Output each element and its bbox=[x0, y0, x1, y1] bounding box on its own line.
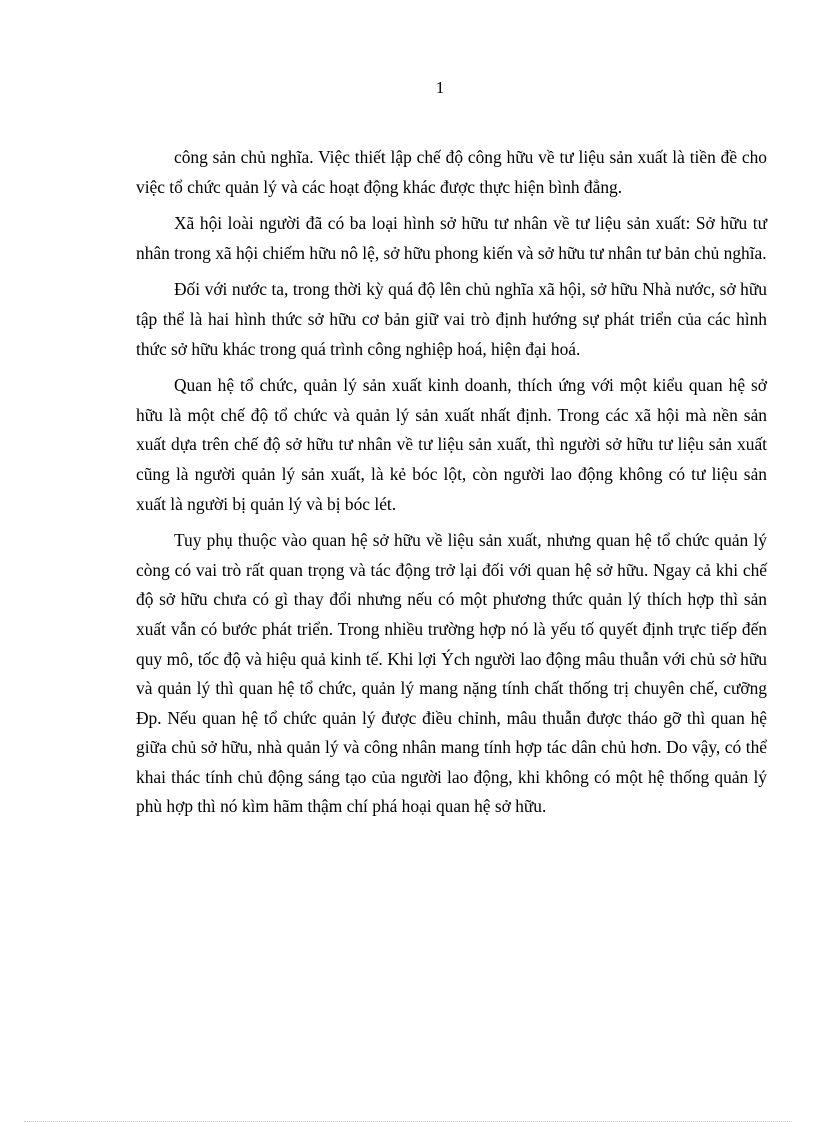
page-number: 1 bbox=[435, 78, 445, 97]
paragraph-5: Tuy phụ thuộc vào quan hệ sở hữu về liệu sản xuất, nhưng quan hệ tổ chức quản lý còng có vai trò rất quan trọng và tác động trở lại đối với quan hệ sở hữu. Ngay cả khi chế độ sở hữu chưa có gì thay đổi nhưng nếu có một phương thức quản lý thích hợp thì sản xuất vẫn có bước phát triển. Trong nhiều trường hợp nó là yếu tố quyết định trực tiếp đến quy mô, tốc độ và hiệu quả kinh tế. Khi lợi Ých người lao động mâu thuẫn với chủ sở hữu và quản lý thì quan hệ tổ chức, quản lý mang nặng tính chất thống trị chuyên chế, cưỡng Đp. Nếu quan hệ tổ chức quản lý được điều chỉnh, mâu thuẫn được tháo gỡ thì quan hệ giữa chủ sở hữu, nhà quản lý và công nhân mang tính hợp tác dân chủ hơn. Do vậy, có thể khai thác tính chủ động sáng tạo của người lao động, khi không có một hệ thống quản lý phù hợp thì nó kìm hãm thậm chí phá hoại quan hệ sở hữu. bbox=[136, 530, 767, 817]
paragraph-3: Đối với nước ta, trong thời kỳ quá độ lên chủ nghĩa xã hội, sở hữu Nhà nước, sở hữu tập thể là hai hình thức sở hữu cơ bản giữ vai trò định hướng sự phát triển của các hình thức sở hữu khác trong quá trình công nghiệp hoá, hiện đại hoá. bbox=[136, 279, 767, 359]
document-body bbox=[136, 143, 767, 829]
paragraph-1: công sản chủ nghĩa. Việc thiết lập chế độ công hữu về tư liệu sản xuất là tiền đề cho việc tổ chức quản lý và các hoạt động khác được thực hiện bình đẳng. bbox=[136, 147, 767, 197]
page-bottom-divider bbox=[24, 1121, 792, 1122]
paragraph-4: Quan hệ tổ chức, quản lý sản xuất kinh doanh, thích ứng với một kiểu quan hệ sở hữu là một chế độ tổ chức và quản lý sản xuất nhất định. Trong các xã hội mà nền sản xuất dựa trên chế độ sở hữu tư nhân về tư liệu sản xuất, thì người sở hữu tư liệu sản xuất cũng là người quản lý sản xuất, là kẻ bóc lột, còn người lao động không có tư liệu sản xuất là người bị quản lý và bị bóc lét. bbox=[136, 375, 767, 514]
paragraph-2: Xã hội loài người đã có ba loại hình sở hữu tư nhân về tư liệu sản xuất: Sở hữu tư nhân trong xã hội chiếm hữu nô lệ, sở hữu phong kiến và sở hữu tư nhân tư bản chủ nghĩa. bbox=[136, 213, 767, 263]
